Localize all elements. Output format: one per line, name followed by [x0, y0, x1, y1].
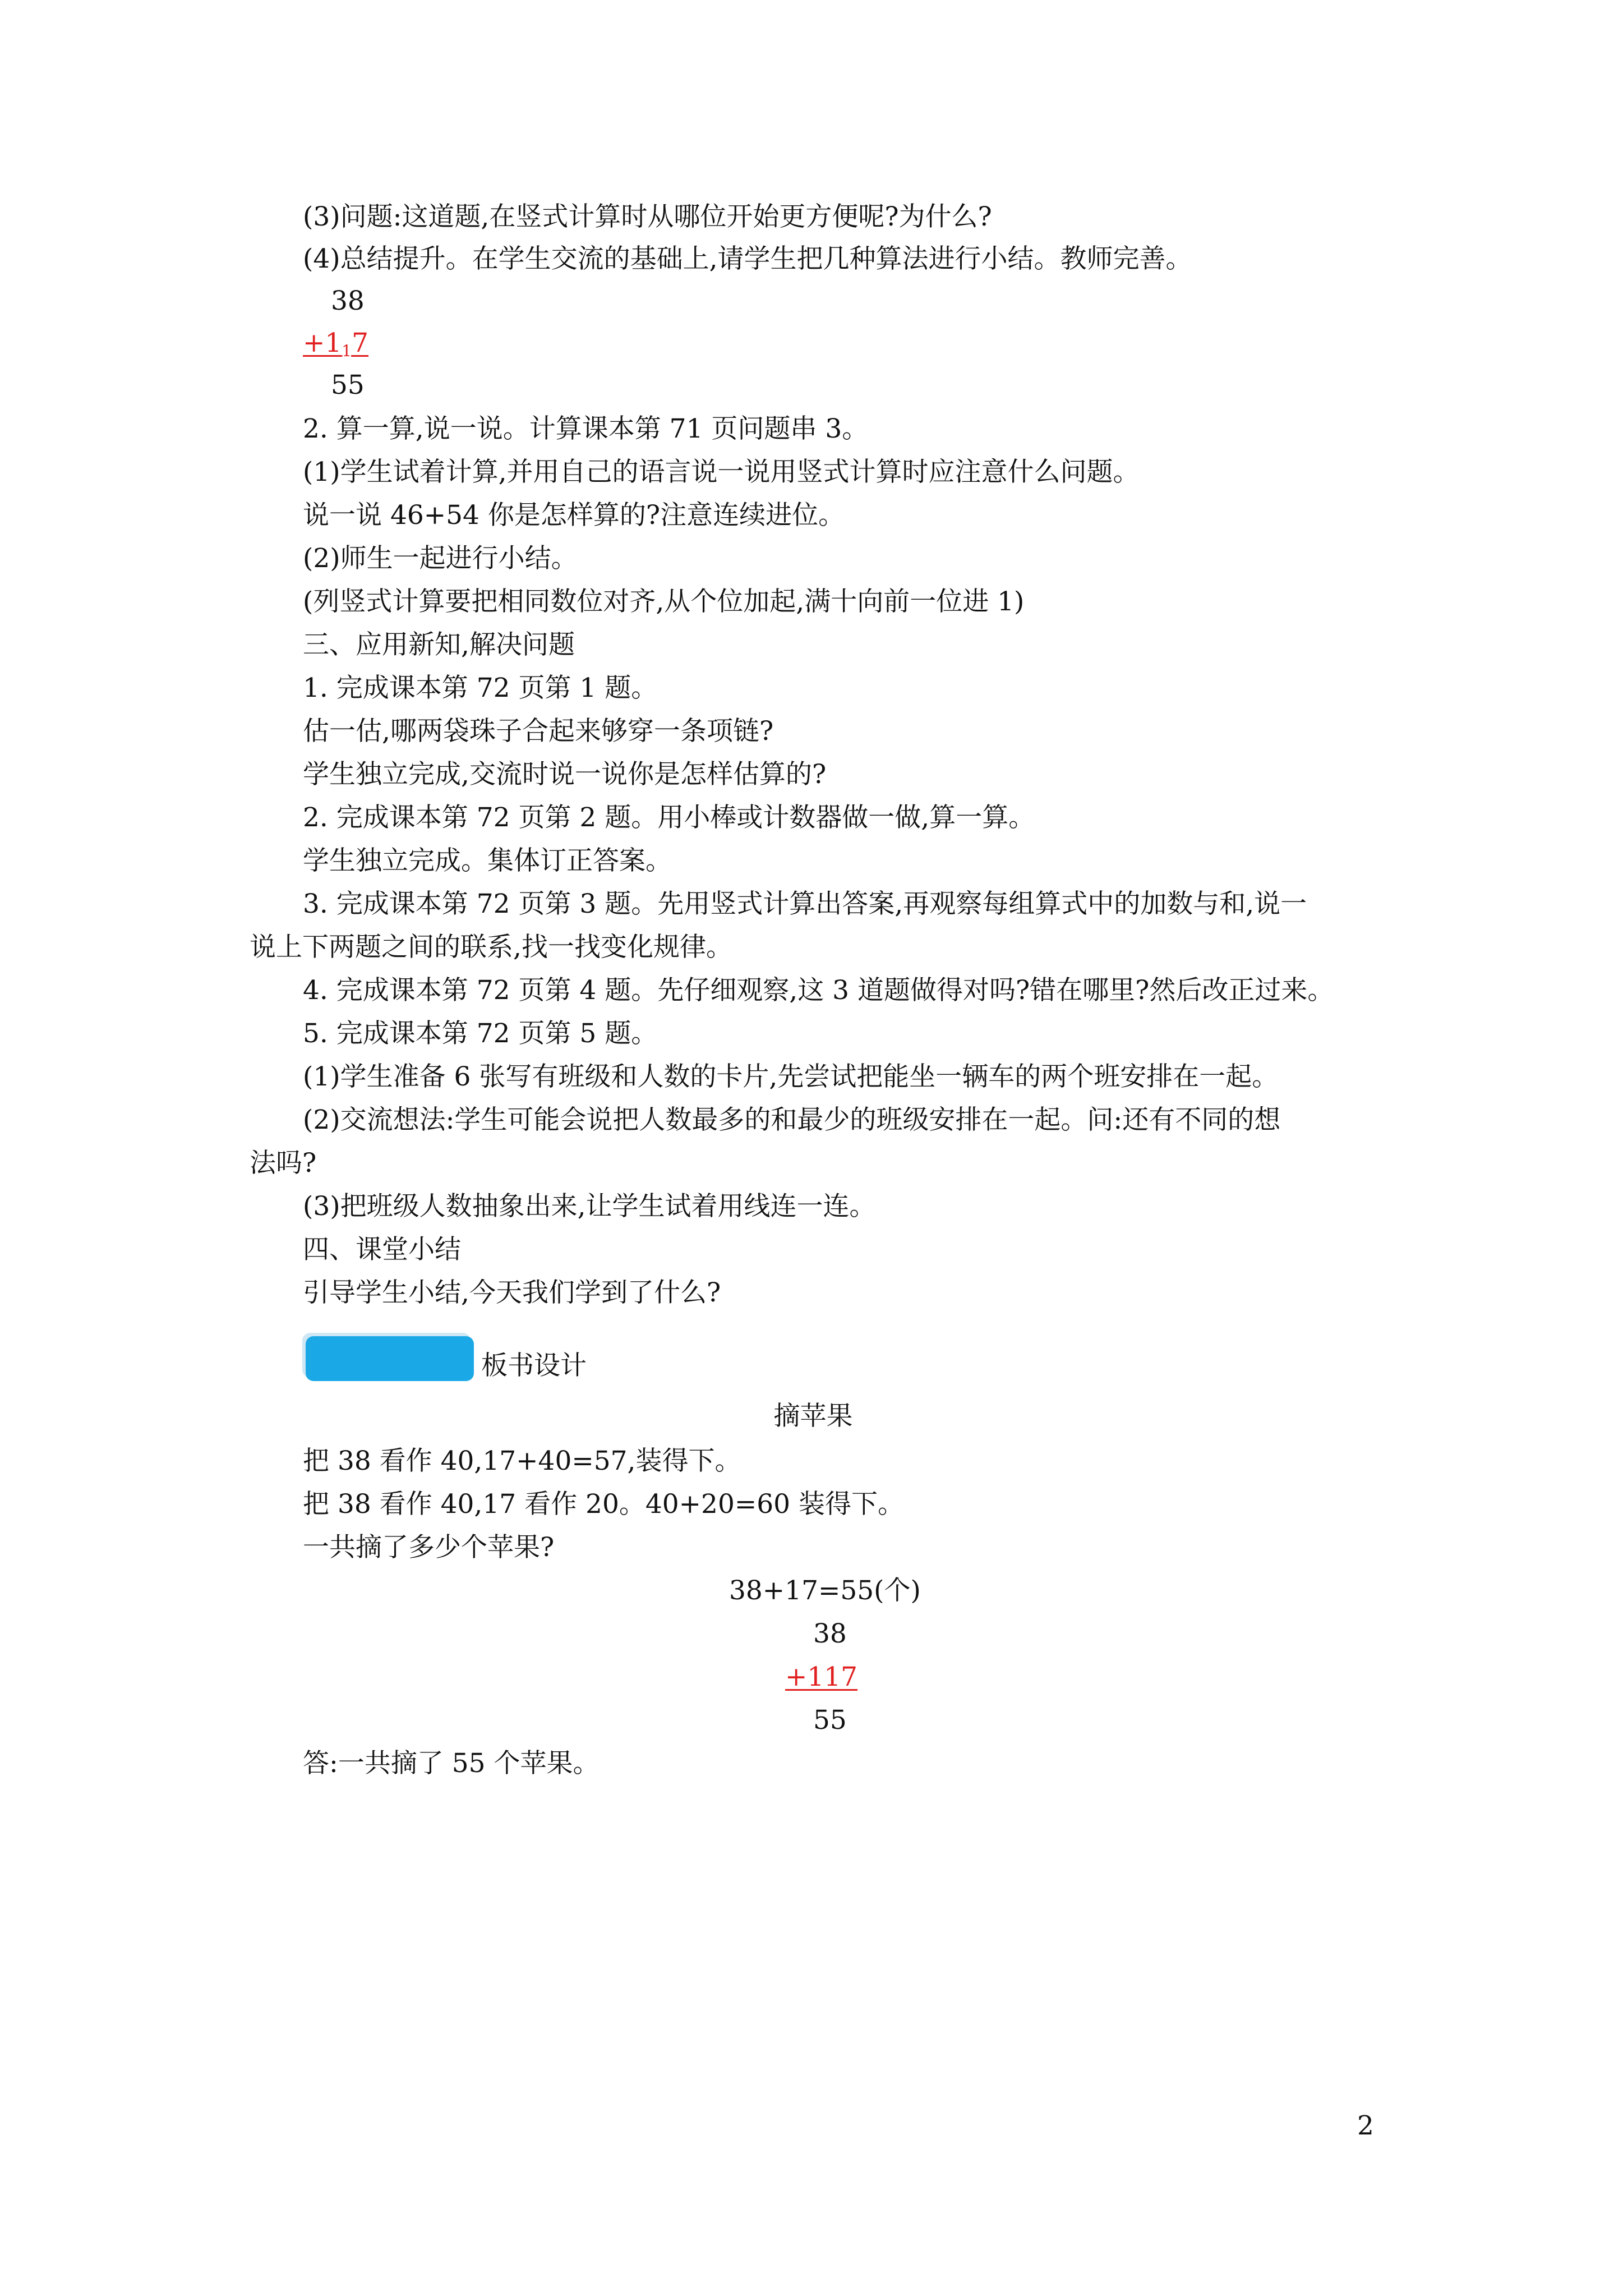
board-calc-addend: +117 [785, 1662, 858, 1692]
text-line: 3. 完成课本第 72 页第 3 题。先用竖式计算出答案,再观察每组算式中的加数与和,说一 [303, 889, 1307, 919]
board-calc-top: 38 [813, 1618, 847, 1649]
text-line: 估一估,哪两袋珠子合起来够穿一条项链? [303, 716, 774, 747]
text-line: (列竖式计算要把相同数位对齐,从个位加起,满十向前一位进 1) [303, 586, 1025, 617]
vertical-calc-plus: +1 [303, 328, 342, 358]
vertical-calc-result: 55 [331, 370, 365, 401]
text-line: (4)总结提升。在学生交流的基础上,请学生把几种算法进行小结。教师完善。 [303, 243, 1192, 274]
text-line: 法吗? [250, 1148, 317, 1179]
board-line: 把 38 看作 40,17 看作 20。40+20=60 装得下。 [303, 1489, 904, 1520]
board-design-label: 板书设计 [481, 1350, 587, 1381]
text-line: (3)问题:这道题,在竖式计算时从哪位开始更方便呢?为什么? [303, 201, 992, 232]
board-title: 摘苹果 [773, 1401, 853, 1432]
text-line: 2. 完成课本第 72 页第 2 题。用小棒或计数器做一做,算一算。 [303, 802, 1035, 833]
text-line: 说一说 46+54 你是怎样算的?注意连续进位。 [303, 500, 845, 531]
section-heading: 三、应用新知,解决问题 [303, 629, 575, 660]
text-line: (3)把班级人数抽象出来,让学生试着用线连一连。 [303, 1191, 876, 1222]
section-badge [306, 1336, 474, 1381]
text-line: 5. 完成课本第 72 页第 5 题。 [303, 1018, 658, 1049]
carry-digit: 1 [342, 342, 352, 360]
vertical-calc-ones: 7 [352, 328, 369, 358]
text-line: (1)学生试着计算,并用自己的语言说一说用竖式计算时应注意什么问题。 [303, 457, 1140, 487]
text-line: 学生独立完成。集体订正答案。 [303, 845, 672, 876]
vertical-calc-top: 38 [331, 286, 365, 316]
text-line: 引导学生小结,今天我们学到了什么? [303, 1277, 721, 1308]
board-answer: 答:一共摘了 55 个苹果。 [303, 1748, 600, 1779]
section-heading: 四、课堂小结 [303, 1234, 461, 1265]
board-line: 把 38 看作 40,17+40=57,装得下。 [303, 1446, 741, 1476]
vertical-calc-addend [303, 326, 368, 368]
board-calc-result: 55 [813, 1705, 847, 1736]
text-line: (1)学生准备 6 张写有班级和人数的卡片,先尝试把能坐一辆车的两个班安排在一起。 [303, 1061, 1279, 1092]
page-number: 2 [1357, 2110, 1374, 2141]
board-equation: 38+17=55(个) [729, 1575, 921, 1606]
text-line: (2)交流想法:学生可能会说把人数最多的和最少的班级安排在一起。问:还有不同的想 [303, 1105, 1281, 1135]
text-line: 说上下两题之间的联系,找一找变化规律。 [250, 932, 732, 963]
board-line: 一共摘了多少个苹果? [303, 1532, 555, 1563]
text-line: 学生独立完成,交流时说一说你是怎样估算的? [303, 759, 827, 790]
text-line: 1. 完成课本第 72 页第 1 题。 [303, 673, 658, 703]
text-line: 4. 完成课本第 72 页第 4 题。先仔细观察,这 3 道题做得对吗?错在哪里?然后改正过来。 [303, 975, 1334, 1006]
text-line: (2)师生一起进行小结。 [303, 543, 578, 574]
text-line: 2. 算一算,说一说。计算课本第 71 页问题串 3。 [303, 413, 869, 444]
